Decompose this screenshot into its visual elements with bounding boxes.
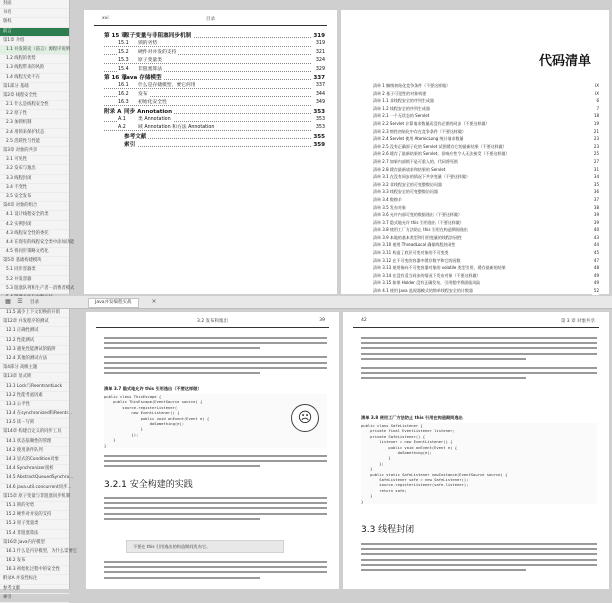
code-list-row[interactable] — [373, 150, 599, 158]
code-line: public void onEvent(Event e) { — [104, 415, 210, 421]
toc-title: 初始化安全性 — [138, 100, 167, 106]
sidebar-item[interactable]: 13.1 Lock与ReentrantLock — [0, 383, 69, 392]
toc-entry — [104, 75, 164, 81]
code-list-page-number: 39 — [593, 219, 599, 225]
code-line: public ThisEscape(EventSource source) { — [104, 399, 203, 405]
toc-view-label[interactable]: 目录 — [30, 300, 39, 305]
code-list-page-number: IX — [595, 90, 599, 96]
body-paragraph — [361, 540, 597, 574]
code-list-row[interactable] — [373, 226, 599, 234]
sidebar-item[interactable]: 15.3 原子变量类 — [0, 520, 69, 529]
toc-entry — [118, 58, 164, 63]
code-listing — [361, 423, 597, 504]
header-rule — [353, 327, 599, 328]
body-paragraph — [104, 334, 327, 377]
toc-number: A.2 — [118, 125, 126, 131]
toc-number: 附录 A — [104, 108, 122, 115]
code-list-page-number: 6 — [596, 98, 599, 104]
toc-number: 第 15 章 — [104, 33, 127, 39]
code-list-page-number: 23 — [593, 136, 599, 142]
sidebar-item[interactable]: 15.4 非阻塞算法 — [0, 530, 69, 539]
sidebar-item[interactable]: 14.3 显式的Condition对象 — [0, 456, 69, 465]
sidebar-item[interactable]: 第12章 并发程序的测试 — [0, 318, 69, 327]
toc-row[interactable] — [104, 124, 325, 132]
code-list-title: 清单 3.10 使用 ThreadLocal 确保线程封闭性 — [373, 242, 456, 248]
code-list-title: 清单 3.13 使用指向不可变容器对象的 volatile 类型引用，缓存最新的结果 — [373, 265, 506, 271]
sidebar-item[interactable]: 12.4 其他的测试方法 — [0, 355, 69, 364]
code-line: } — [361, 493, 373, 499]
sidebar-item[interactable]: 第4章 对象的组合 — [0, 202, 69, 211]
sidebar-item[interactable]: 11.5 减少上下文切换的开销 — [0, 309, 69, 318]
toc-row[interactable] — [104, 74, 325, 82]
sidebar-item[interactable]: 2.2 原子性 — [0, 110, 69, 119]
code-list-title: 清单 1 懒惰初始化竞争条件（不要这样做） — [373, 83, 451, 88]
code-list-row[interactable] — [373, 105, 599, 113]
toc-row[interactable] — [104, 40, 325, 48]
bottom-reader-pane — [0, 296, 612, 600]
sidebar-item[interactable]: 3.2 发布与逸出 — [0, 165, 69, 174]
sidebar-item[interactable]: 第16章 Java内存模型 — [0, 539, 69, 548]
code-list-page-number: 23 — [593, 143, 599, 149]
toc-row[interactable] — [104, 57, 325, 65]
toc-page-number: 349 — [314, 99, 325, 107]
code-line: new EventListener() { — [104, 410, 180, 416]
code-list-page-number: 37 — [593, 196, 599, 202]
sidebar-item[interactable]: 14.6 java.util.concurrent同步... — [0, 484, 69, 493]
toc-row[interactable] — [104, 141, 325, 149]
code-list-page-number: 18 — [593, 113, 599, 119]
code-list-title: 清单 2.3 惰性初始化中存在竞争条件（不要这样做） — [373, 128, 466, 134]
code-list-title: 清单 3.4 数绵羊 — [373, 196, 402, 202]
code-list-row[interactable] — [373, 219, 599, 227]
code-list-page-number: 39 — [593, 212, 599, 218]
code-line: }); — [104, 431, 139, 437]
code-list-title: 清单 3.2 非线程安全的可变整数访问器 — [373, 181, 442, 187]
top-toc-sidebar[interactable] — [0, 0, 75, 294]
body-paragraph — [104, 558, 327, 582]
code-list-title: 清单 3.14 在没有适当同步的情况下发布对象（不要这样做） — [373, 272, 481, 278]
code-list-row[interactable] — [373, 287, 599, 295]
code-list-page-number: 47 — [593, 257, 599, 263]
toc-page-number: 353 — [313, 108, 325, 115]
code-line: } — [104, 437, 116, 443]
sidebar-item[interactable]: 13.2 性能考虑因素 — [0, 392, 69, 401]
grid-icon[interactable]: ▦ — [5, 298, 11, 305]
code-list-row[interactable] — [373, 279, 599, 287]
toc-page-number: 355 — [313, 133, 325, 140]
code-list-page-number: 49 — [593, 272, 599, 278]
sidebar-item[interactable]: 13.4 在synchronized和Reentr... — [0, 410, 69, 419]
code-list-page-number: 49 — [593, 280, 599, 286]
code-list-title: 清单 2.1 一个无状态的 Servlet — [373, 113, 430, 119]
body-paragraph — [104, 494, 327, 523]
sidebar-item[interactable]: 1.4 线程无处不在 — [0, 74, 69, 83]
toc-page-number: 337 — [313, 74, 325, 81]
code-list-page-number: 25 — [593, 151, 599, 157]
code-list-page-number: 40 — [593, 227, 599, 233]
code-list-row[interactable] — [373, 196, 599, 204]
code-list-row[interactable] — [373, 97, 599, 105]
code-list-page — [341, 10, 609, 294]
code-list — [373, 82, 599, 295]
toc-row[interactable] — [104, 66, 325, 74]
toc-title: 什么是存储模型，要它何用 — [138, 83, 196, 89]
code-line: doSomething(e); — [104, 421, 185, 427]
code-list-row[interactable] — [373, 143, 599, 151]
document-tab[interactable]: Java并发编程实战 — [88, 298, 139, 308]
listing-caption: 清单 3.8 使用工厂方法防止 this 引用在构造期间逸出 — [361, 415, 463, 420]
sidebar-item[interactable]: 12.3 避免性能测试的陷阱 — [0, 346, 69, 355]
code-list-title: 清单 3.3 线程安全的可变整数访问器 — [373, 189, 438, 195]
code-list-row[interactable] — [373, 120, 599, 128]
sidebar-item[interactable]: 4.4 在现有的线程安全类中添加功能 — [0, 239, 69, 248]
code-list-title: 清单 3.11 构造了底层可变对象的不可变类 — [373, 250, 449, 256]
sidebar-item[interactable]: 16.3 初始化过程中的安全性 — [0, 566, 69, 575]
toc-title: 参考文献 — [124, 133, 147, 140]
toc-page — [84, 10, 337, 294]
code-line: } — [104, 442, 107, 448]
code-line: } — [361, 466, 373, 472]
code-list-page-number: IX — [595, 83, 599, 88]
toc-number: 15.4 — [118, 66, 129, 72]
toc-page-number: 329 — [314, 66, 325, 74]
section-heading: 3.3 线程封闭 — [361, 525, 415, 535]
code-list-title: 清单 2.7 如果内部锁不是可重入的，代码将死锁 — [373, 158, 458, 164]
code-line: return safe; — [361, 487, 407, 493]
close-tab-icon[interactable]: × — [151, 298, 157, 305]
sidebar-item[interactable]: 2.4 用锁来保护状态 — [0, 129, 69, 138]
code-list-title: 清单 2.4 Servlet 使用 AtomicLong 统计请求数量 — [373, 136, 464, 142]
toc-number: 16.3 — [118, 100, 129, 106]
toc-row[interactable] — [104, 116, 325, 124]
sidebar-item[interactable]: 封面 — [0, 0, 69, 9]
code-list-title: 清单 1.1 非线程安全的序列生成器 — [373, 98, 434, 104]
page-number: 42 — [361, 318, 367, 323]
toc-row[interactable] — [104, 91, 325, 99]
sidebar-item[interactable]: 2.1 什么是线程安全性 — [0, 101, 69, 110]
sidebar-item[interactable]: 参考文献 — [0, 585, 69, 594]
toc-number: 第 16 章 — [104, 74, 127, 81]
sidebar-item[interactable]: 第3章 对象的共享 — [0, 147, 69, 156]
toc-title: 原子变量与非阻塞同步机制 — [124, 33, 192, 39]
sidebar-item[interactable]: 14.4 Synchronizer剖析 — [0, 465, 69, 474]
body-paragraph — [361, 334, 597, 382]
sidebar-item[interactable]: 4.5 将同步策略文档化 — [0, 248, 69, 257]
code-list-title: 清单 3.7 隐式地允许 this 引用逸出（不要这样做） — [373, 219, 464, 225]
toc-number: A.1 — [118, 116, 126, 122]
sidebar-item[interactable]: 4.1 设计线程安全的类 — [0, 211, 69, 220]
code-line: public static SafeListener newInstance(EventSource source) { — [361, 471, 508, 477]
reader-toolbar — [0, 296, 612, 309]
code-line: public class ThisEscape { — [104, 394, 162, 399]
code-line: source.registerListener(safe.listener); — [361, 482, 469, 488]
sidebar-item[interactable]: 2.5 活跃性与性能 — [0, 138, 69, 147]
code-list-title: 清单 4.1 使用 Java 监视器模式的简单线程安全的计数器 — [373, 288, 473, 294]
do-not-do-this-mascot-icon: ☹ — [291, 404, 319, 432]
code-line: public void onEvent(Event e) { — [361, 444, 458, 450]
toc-number: 15.1 — [118, 41, 129, 47]
code-list-row[interactable] — [373, 249, 599, 257]
code-list-row[interactable] — [373, 211, 599, 219]
sidebar-item[interactable]: 12.2 性能测试 — [0, 337, 69, 346]
code-line: private final EventListener listener; — [361, 428, 455, 434]
sidebar-item[interactable]: 前言 — [0, 28, 69, 37]
page-number: xvi — [102, 16, 109, 21]
page-header: 第 3 章 对象共享 — [560, 319, 595, 324]
code-list-page-number: 52 — [593, 288, 599, 294]
sidebar-item[interactable]: 13.5 读－写锁 — [0, 419, 69, 428]
code-list-title: 清单 3.12 在不可变的容器中缓存数字和它的因数 — [373, 257, 461, 263]
sidebar-item[interactable]: 16.1 什么是内存模型，为什么需要它 — [0, 548, 69, 557]
sidebar-item[interactable]: 14.2 使用条件队列 — [0, 447, 69, 456]
code-list-row[interactable] — [373, 264, 599, 272]
code-list-title: 清单 2.2 Servlet 计算请求数量而没有必要的同步（不要这样做） — [373, 120, 490, 126]
sidebar-item[interactable]: 15.1 锁的劣势 — [0, 502, 69, 511]
sidebar-item[interactable]: 3.4 不变性 — [0, 184, 69, 193]
code-list-title: 代码清单 — [538, 54, 591, 69]
code-line: private SafeListener() { — [361, 433, 426, 439]
toc-title: 类 Annotation — [138, 116, 171, 122]
sidebar-item[interactable]: 第14章 构建自定义的同步工具 — [0, 428, 69, 437]
code-list-title: 清单 3.8 使用工厂方法防止 this 引用在构造期间逸出 — [373, 227, 468, 233]
code-list-row[interactable] — [373, 234, 599, 242]
sidebar-item[interactable]: 书名 — [0, 9, 69, 18]
toc-title: 硬件对并发的支持 — [138, 49, 177, 55]
toc-entry — [104, 109, 174, 115]
toc-title: 锁的劣势 — [138, 41, 158, 47]
code-list-row[interactable] — [373, 272, 599, 280]
code-list-title: 清单 2 基于可见性的对象构建 — [373, 90, 427, 96]
code-list-page-number: 31 — [593, 166, 599, 172]
sidebar-item[interactable]: 索引 — [0, 594, 69, 603]
code-line: listener = new EventListener() { — [361, 439, 453, 445]
sidebar-item[interactable]: 3.5 安全发布 — [0, 193, 69, 202]
code-list-title: 清单 2.6 缓存了最新结果的 Servlet，但响应性令人无法接受（不要这样做） — [373, 151, 510, 157]
right-page — [343, 312, 609, 589]
sidebar-item[interactable]: 5.3 阻塞队列和生产者－消费者模式 — [0, 285, 69, 294]
sidebar-item[interactable]: 13.3 公平性 — [0, 401, 69, 410]
toc-number: 16.2 — [118, 91, 129, 97]
body-paragraph — [104, 452, 327, 471]
code-list-page-number: 21 — [593, 128, 599, 134]
sidebar-item[interactable]: 1.1 并发简史（前言）源程序说明 — [0, 46, 69, 55]
toc-title: 同步 Annotation — [124, 108, 173, 115]
toc-title: 域 Annotation 和方法 Annotation — [138, 125, 215, 131]
bookmark-icon[interactable]: ☰ — [17, 298, 23, 305]
toc-entry — [104, 134, 148, 140]
sidebar-item[interactable]: 1.3 线程带来的风险 — [0, 64, 69, 73]
toc-page-number: 319 — [314, 40, 325, 48]
code-list-row[interactable] — [373, 181, 599, 189]
toc-page-number: 359 — [313, 142, 325, 149]
code-line: public class SafeListener { — [361, 423, 423, 428]
sidebar-item[interactable]: 第1部分 基础 — [0, 83, 69, 92]
code-list-row[interactable] — [373, 135, 599, 143]
code-list-title: 清单 3.5 发布对象 — [373, 204, 406, 210]
sidebar-item[interactable]: 1.2 线程的优势 — [0, 55, 69, 64]
toc-row[interactable] — [104, 99, 325, 107]
code-list-row[interactable] — [373, 128, 599, 136]
toc-title: 原子变量类 — [138, 58, 162, 64]
code-list-page-number: 38 — [593, 204, 599, 210]
code-list-row[interactable] — [373, 158, 599, 166]
toc-entry — [118, 50, 178, 55]
code-list-row[interactable] — [373, 173, 599, 181]
toc-entry — [118, 41, 159, 46]
code-list-title: 清单 3.6 允许内部可变的数据逸出（不要这样做） — [373, 212, 462, 218]
code-line: doSomething(e); — [361, 450, 432, 456]
toc-entry — [118, 92, 150, 97]
sidebar-item[interactable]: 第5章 基础构建模块 — [0, 257, 69, 266]
code-list-row[interactable] — [373, 241, 599, 249]
code-list-row[interactable] — [373, 204, 599, 212]
code-list-page-number: 35 — [593, 181, 599, 187]
toc-title: 发布 — [138, 91, 148, 97]
sidebar-item[interactable]: 15.2 硬件对并发的支持 — [0, 511, 69, 520]
toc-page-number: 353 — [314, 124, 325, 132]
header-rule — [96, 327, 329, 328]
toc-row[interactable] — [104, 32, 325, 40]
toc-row[interactable] — [104, 82, 325, 90]
code-list-page-number: 43 — [593, 234, 599, 240]
code-list-title: 清单 3.9 本地的基本类型和引用变量的线程封闭性 — [373, 234, 462, 240]
code-list-page-number: 27 — [593, 158, 599, 164]
code-list-row[interactable] — [373, 90, 599, 98]
code-line: } — [361, 455, 391, 461]
sidebar-item[interactable]: 版权 — [0, 18, 69, 27]
header-rule — [94, 25, 327, 26]
sidebar-item[interactable]: 第15章 原子变量与非阻塞同步机制 — [0, 493, 69, 502]
code-list-page-number: 19 — [593, 120, 599, 126]
code-list-row[interactable] — [373, 82, 599, 90]
sidebar-item[interactable]: 14.5 AbstractQueuedSynchro... — [0, 474, 69, 483]
sidebar-item[interactable]: 5.1 同步容器类 — [0, 266, 69, 275]
sidebar-item[interactable]: 16.2 发布 — [0, 557, 69, 566]
sidebar-item[interactable]: 第13章 显式锁 — [0, 373, 69, 382]
code-list-page-number: 36 — [593, 189, 599, 195]
toc-number: 16.1 — [118, 83, 129, 89]
toc-title: 索引 — [124, 142, 136, 149]
code-list-page-number: 34 — [593, 174, 599, 180]
toc-entry — [118, 67, 164, 72]
code-list-title: 清单 3.1 在没有同步的情况下共享变量（不要这样做） — [373, 174, 470, 180]
code-list-title: 清单 2.8 缓存最新请求和结果的 Servlet — [373, 166, 446, 172]
note-box: 不要在 this 引用逸出的构造期间发布它。 — [126, 540, 284, 553]
toc-page-number: 337 — [314, 82, 325, 90]
code-list-title: 清单 2.5 没有正确原子化的 Servlet 试图缓存它的最新结果（不要这样做） — [373, 143, 507, 149]
toc-number: 15.3 — [118, 58, 129, 64]
code-line: } — [361, 498, 364, 504]
sidebar-item[interactable]: 5.2 并发容器 — [0, 276, 69, 285]
listing-caption: 清单 3.7 隐式地允许 this 引用逸出（不要这样做） — [104, 386, 202, 391]
toc-row[interactable] — [104, 108, 325, 116]
sidebar-item[interactable]: 12.1 正确性测试 — [0, 327, 69, 336]
toc-title: 非阻塞算法 — [138, 66, 162, 72]
toc-page-number: 321 — [314, 49, 325, 57]
toc-entry — [118, 117, 173, 122]
sidebar-item[interactable]: 第4部分 高级主题 — [0, 364, 69, 373]
toc-entry — [104, 33, 193, 39]
code-list-row[interactable] — [373, 112, 599, 120]
toc-row[interactable] — [104, 133, 325, 141]
code-list-row[interactable] — [373, 188, 599, 196]
page-header: 目录 — [206, 17, 215, 22]
code-line: } — [104, 426, 143, 432]
toc-row[interactable] — [104, 49, 325, 57]
sidebar-item[interactable]: 14.1 状态依赖性的管理 — [0, 438, 69, 447]
sidebar-item[interactable]: 第1章 介绍 — [0, 37, 69, 46]
page-header: 3.2 发布和逸出 — [196, 319, 229, 324]
toc-page-number: 353 — [314, 116, 325, 124]
toc-number: 15.2 — [118, 49, 129, 55]
section-heading: 3.2.1 安全构建的实践 — [104, 480, 193, 490]
sidebar-item[interactable]: 4.3 线程安全性的委托 — [0, 230, 69, 239]
toc-page-number: 324 — [314, 57, 325, 65]
code-list-row[interactable] — [373, 257, 599, 265]
code-list-row[interactable] — [373, 166, 599, 174]
toc-entry — [118, 125, 216, 130]
top-reader-pane — [0, 0, 612, 294]
code-line: }; — [361, 460, 384, 466]
code-line: source.registerListener( — [104, 404, 178, 410]
toc-list — [104, 32, 325, 149]
chapter-page — [86, 312, 339, 589]
code-list-page-number: 45 — [593, 250, 599, 256]
sidebar-item[interactable]: 附录A 并发性标注 — [0, 575, 69, 584]
toc-page-number: 319 — [313, 33, 325, 39]
sidebar-item[interactable]: 4.2 实例封闭 — [0, 221, 69, 230]
code-line: SafeListener safe = new SafeListener(); — [361, 477, 469, 483]
toc-entry — [118, 100, 169, 105]
code-list-title: 清单 1.2 线程安全的序列生成器 — [373, 105, 430, 111]
code-list-page-number: 44 — [593, 242, 599, 248]
bottom-toc-sidebar[interactable] — [0, 309, 78, 600]
code-list-page-number: 7 — [596, 105, 599, 111]
sidebar-item[interactable]: 3.3 线程封闭 — [0, 175, 69, 184]
toc-entry — [104, 142, 137, 148]
sidebar-item[interactable]: 3.1 可见性 — [0, 156, 69, 165]
code-list-title: 清单 3.15 如果 Holder 没有正确发布，引用程序将面临风险 — [373, 280, 481, 286]
toc-entry — [118, 83, 198, 88]
toc-title: Java 存储模型 — [124, 74, 162, 81]
code-list-page-number: 48 — [593, 265, 599, 271]
page-number: 39 — [319, 318, 325, 323]
toc-page-number: 344 — [314, 91, 325, 99]
sidebar-item[interactable]: 第2章 线程安全性 — [0, 92, 69, 101]
sidebar-item[interactable]: 2.3 加锁机制 — [0, 119, 69, 128]
